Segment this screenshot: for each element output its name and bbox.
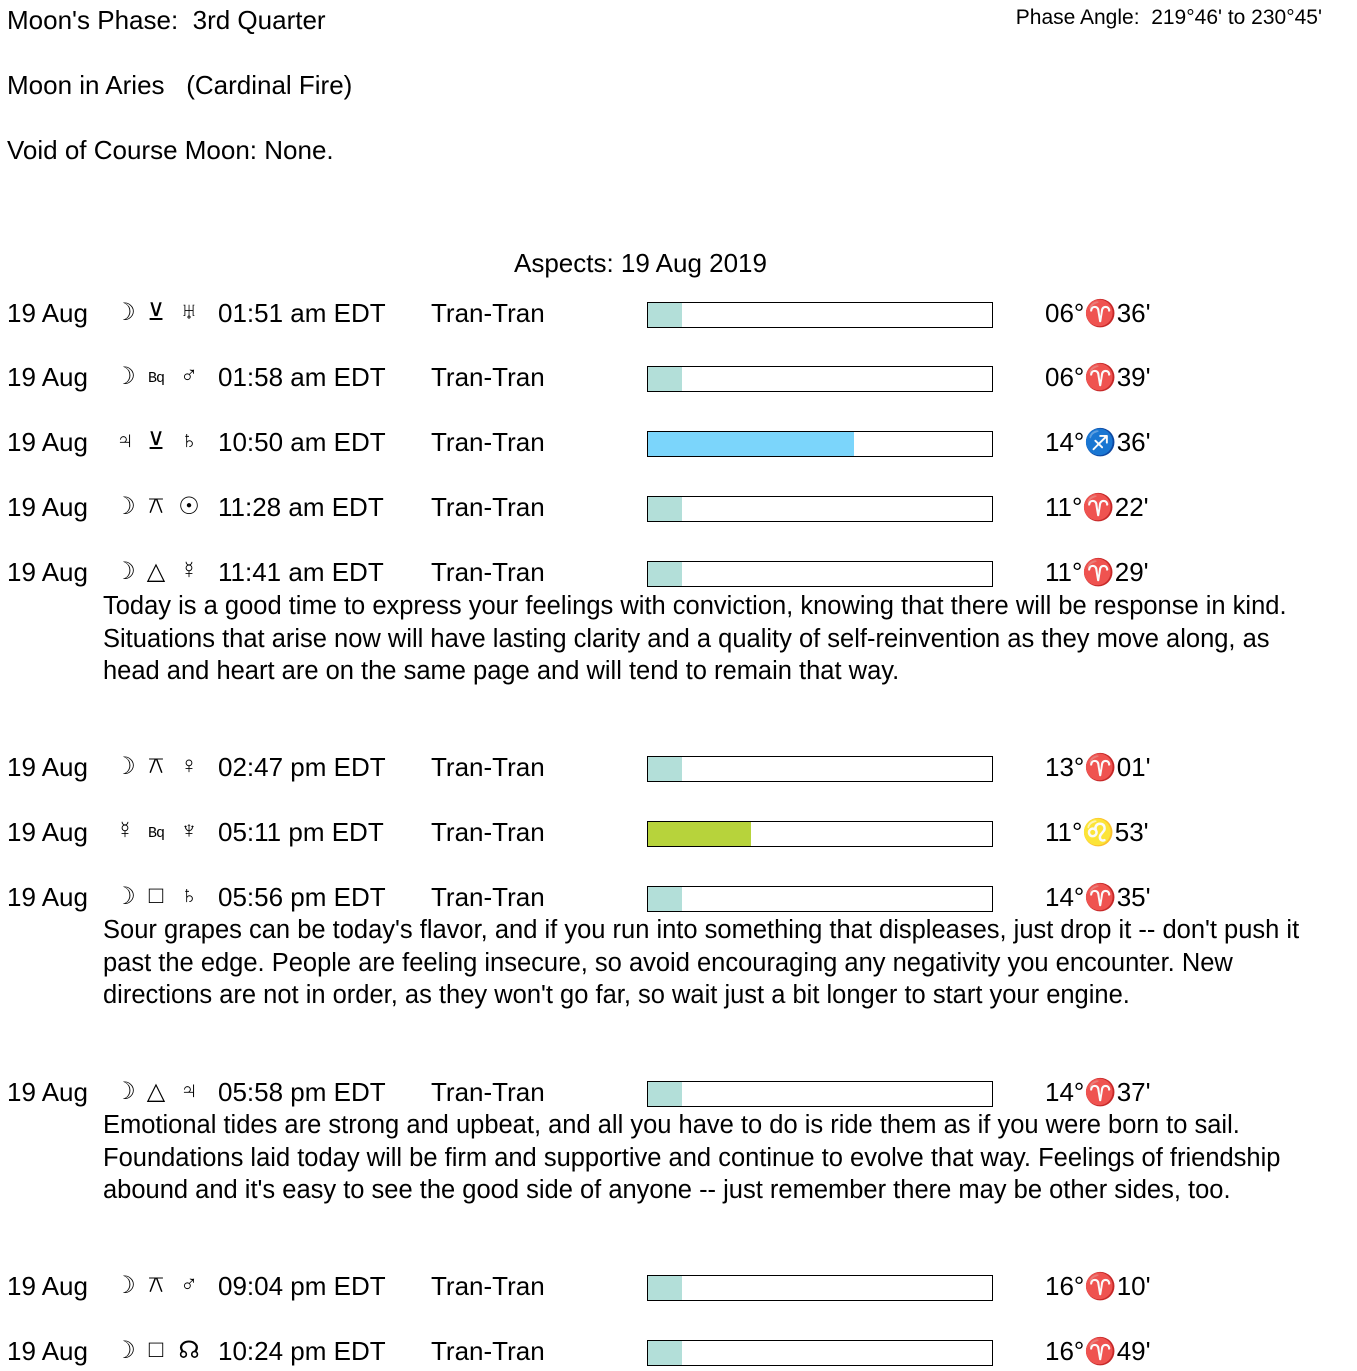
aspect-position: 11°♈22' [1045,492,1149,522]
aspect-kind: Tran-Tran [431,882,545,912]
aspect-icon: △ [146,558,166,585]
strength-bar-fill [648,887,682,911]
phase-angle: Phase Angle: 219°46' to 230°45' [1015,6,1322,29]
planet1-icon: ☽ [114,753,136,780]
aspect-time: 05:56 pm EDT [218,882,386,912]
aspect-row [0,427,1357,461]
aspect-icon: ⚻ [148,492,164,519]
aspect-row [0,882,1357,916]
aspect-row [0,557,1357,591]
aspect-date: 19 Aug [7,557,88,587]
aspect-description: Today is a good time to express your feelings with conviction, knowing that there will be response in kind. Situations that arise now will have lasting clarity and a quality of self-reinvention as they move along, as head and heart are on the same page and will tend to remain that way. [103,592,1287,685]
strength-bar [647,496,993,522]
aspect-date: 19 Aug [7,1336,88,1366]
aspect-glyphs [112,492,208,521]
strength-bar [647,1340,993,1366]
aspect-date: 19 Aug [7,492,88,522]
planet1-icon: ♃ [116,427,134,454]
aspect-glyphs [112,427,208,456]
strength-bar [647,886,993,912]
planet2-icon: ♂ [180,362,198,389]
aspect-glyphs [112,298,208,327]
aspect-glyphs [112,882,208,911]
aspect-position: 06°♈36' [1045,298,1151,328]
aspect-kind: Tran-Tran [431,752,545,782]
planet2-icon: ♄ [180,427,198,454]
planet2-icon: ♄ [180,882,198,909]
strength-bar-fill [648,432,854,456]
planet2-icon: ☿ [180,557,198,584]
aspect-icon: ⊻ [147,428,165,455]
aspect-kind: Tran-Tran [431,1271,545,1301]
planet1-icon: ☿ [116,817,134,844]
aspect-row [0,752,1357,786]
void-of-course: Void of Course Moon: None. [7,135,334,165]
aspect-time: 11:28 am EDT [218,492,384,522]
aspect-position: 16°♈49' [1045,1336,1151,1366]
aspect-description: Emotional tides are strong and upbeat, and all you have to do is ride them as if you were born to sail. Foundations laid today will be firm and supportive and continue to evolve that way. Feelings of friendship abound and it's easy to see the good side of anyone -- just remember there may be other sides, too. [103,1111,1281,1204]
aspect-glyphs [112,557,208,586]
planet2-icon: ♂ [180,1271,198,1298]
strength-bar-fill [648,303,682,327]
aspect-row [0,1271,1357,1305]
aspect-glyphs [112,362,208,396]
planet1-icon: ☽ [114,558,136,585]
planet1-icon: ☽ [114,299,136,326]
aspect-time: 10:50 am EDT [218,427,386,457]
strength-bar [647,821,993,847]
aspect-date: 19 Aug [7,298,88,328]
aspect-time: 01:51 am EDT [218,298,386,328]
planet1-icon: ☽ [114,883,136,910]
planet1-icon: ☽ [114,1337,136,1364]
planet1-icon: ☽ [114,363,136,390]
aspect-row [0,298,1357,332]
aspect-icon: ⚻ [148,752,164,779]
aspect-glyphs [112,1077,208,1106]
strength-bar [647,302,993,328]
aspect-time: 05:11 pm EDT [218,817,384,847]
aspect-row [0,362,1357,396]
aspect-kind: Tran-Tran [431,817,545,847]
aspect-kind: Tran-Tran [431,1336,545,1366]
aspect-glyphs [112,817,208,851]
aspect-position: 14°♐36' [1045,427,1151,457]
aspect-icon: △ [146,1078,166,1105]
planet2-icon: ☊ [178,1337,200,1364]
aspect-kind: Tran-Tran [431,362,545,392]
aspect-date: 19 Aug [7,1077,88,1107]
aspect-date: 19 Aug [7,1271,88,1301]
aspect-date: 19 Aug [7,362,88,392]
aspect-kind: Tran-Tran [431,427,545,457]
aspect-time: 11:41 am EDT [218,557,384,587]
strength-bar [647,1081,993,1107]
strength-bar-fill [648,1082,682,1106]
planet2-icon: ☉ [178,493,200,520]
aspect-date: 19 Aug [7,817,88,847]
aspect-row [0,817,1357,851]
aspect-position: 06°♈39' [1045,362,1151,392]
aspect-icon: ⚻ [148,1271,164,1298]
planet2-icon: ♅ [180,298,198,325]
planet1-icon: ☽ [114,1272,136,1299]
aspect-icon: Bq [147,825,164,842]
strength-bar-fill [648,497,682,521]
planet2-icon: ♃ [180,1077,198,1104]
aspect-date: 19 Aug [7,752,88,782]
aspect-position: 14°♈35' [1045,882,1151,912]
aspect-glyphs [112,1336,208,1365]
aspect-icon: □ [148,882,164,909]
aspect-position: 14°♈37' [1045,1077,1151,1107]
aspect-row [0,492,1357,526]
aspect-icon: □ [148,1336,164,1363]
planet1-icon: ☽ [114,1078,136,1105]
aspect-row [0,1336,1357,1370]
strength-bar-fill [648,1276,682,1300]
aspect-description: Sour grapes can be today's flavor, and if you run into something that displeases, just drop it -- don't push it past the edge. People are feeling insecure, so avoid encouraging any negativity you encounter. New directions are not in order, as they won't go far, so wait just a bit longer to start your engine. [103,916,1300,1009]
strength-bar [647,366,993,392]
aspect-icon: Bq [147,370,164,387]
aspect-date: 19 Aug [7,427,88,457]
strength-bar-fill [648,367,682,391]
strength-bar [647,431,993,457]
aspect-glyphs [112,752,208,781]
aspect-kind: Tran-Tran [431,557,545,587]
planet2-icon: ♆ [180,817,198,844]
aspect-position: 11°♌53' [1045,817,1149,847]
planet1-icon: ☽ [114,493,136,520]
strength-bar [647,1275,993,1301]
strength-bar [647,756,993,782]
aspect-kind: Tran-Tran [431,298,545,328]
moon-phase: Moon's Phase: 3rd Quarter [7,5,326,35]
aspect-time: 05:58 pm EDT [218,1077,386,1107]
aspect-time: 10:24 pm EDT [218,1336,386,1366]
aspect-time: 01:58 am EDT [218,362,386,392]
aspect-position: 16°♈10' [1045,1271,1151,1301]
aspect-kind: Tran-Tran [431,1077,545,1107]
planet2-icon: ♀ [180,752,198,779]
aspect-time: 09:04 pm EDT [218,1271,386,1301]
aspect-date: 19 Aug [7,882,88,912]
strength-bar-fill [648,822,751,846]
aspect-glyphs [112,1271,208,1300]
aspect-position: 13°♈01' [1045,752,1151,782]
aspect-icon: ⊻ [147,299,165,326]
aspect-time: 02:47 pm EDT [218,752,386,782]
strength-bar [647,561,993,587]
aspect-row [0,1077,1357,1111]
strength-bar-fill [648,1341,682,1365]
strength-bar-fill [648,757,682,781]
aspect-kind: Tran-Tran [431,492,545,522]
moon-sign: Moon in Aries (Cardinal Fire) [7,70,353,100]
strength-bar-fill [648,562,682,586]
aspect-position: 11°♈29' [1045,557,1149,587]
aspects-title: Aspects: 19 Aug 2019 [514,248,767,278]
